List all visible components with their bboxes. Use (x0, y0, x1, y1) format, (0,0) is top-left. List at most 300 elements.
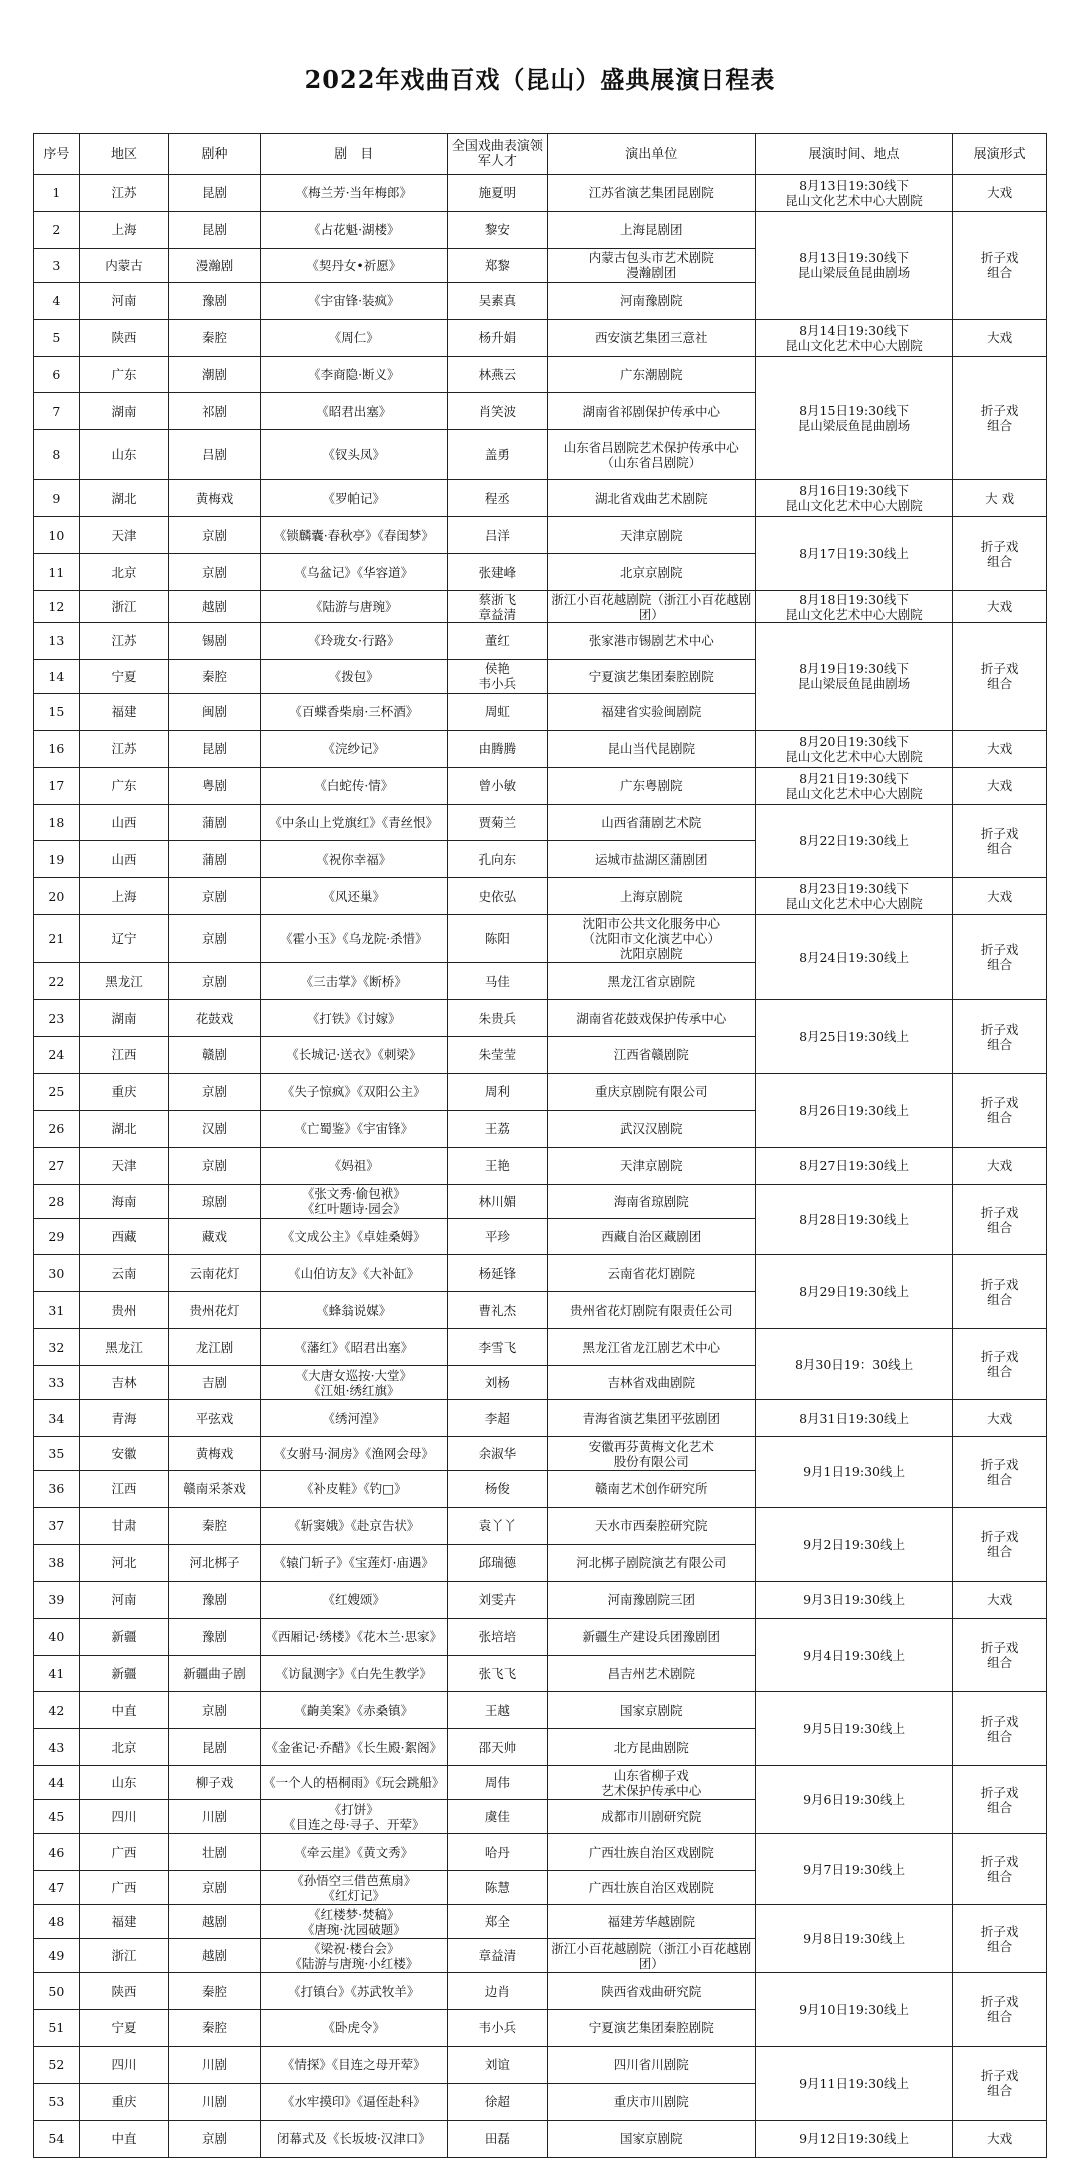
cell-no: 35 (34, 1437, 80, 1471)
cell-genre: 京剧 (169, 963, 261, 1000)
header-time-venue: 展演时间、地点 (755, 134, 953, 175)
cell-no: 48 (34, 1905, 80, 1939)
cell-talent: 董红 (447, 623, 547, 660)
cell-talent: 由腾腾 (447, 730, 547, 767)
cell-play: 《女驸马·洞房》《渔网会母》 (260, 1437, 447, 1471)
cell-time-venue: 8月13日19:30线下 昆山梁辰鱼昆曲剧场 (755, 211, 953, 319)
cell-genre: 川剧 (169, 2083, 261, 2120)
cell-form: 折子戏 组合 (953, 1973, 1047, 2047)
cell-genre: 汉剧 (169, 1110, 261, 1147)
table-row (34, 804, 1047, 841)
cell-genre: 豫剧 (169, 1581, 261, 1618)
cell-genre: 花鼓戏 (169, 1000, 261, 1037)
cell-genre: 秦腔 (169, 319, 261, 356)
cell-genre: 琼剧 (169, 1184, 261, 1218)
cell-play: 《乌盆记》《华容道》 (260, 554, 447, 591)
cell-form: 大戏 (953, 1400, 1047, 1437)
cell-time-venue: 8月16日19:30线下 昆山文化艺术中心大剧院 (755, 480, 953, 517)
cell-no: 27 (34, 1147, 80, 1184)
cell-talent: 程丞 (447, 480, 547, 517)
cell-form: 折子戏 组合 (953, 1766, 1047, 1834)
header-talent: 全国戏曲表演领军人才 (447, 134, 547, 175)
cell-genre: 秦腔 (169, 2009, 261, 2046)
cell-play: 《百蝶香柴扇·三杯酒》 (260, 693, 447, 730)
cell-time-venue: 8月27日19:30线上 (755, 1147, 953, 1184)
cell-troupe: 上海京剧院 (547, 878, 755, 915)
cell-play: 《玲珑女·行路》 (260, 623, 447, 660)
cell-region: 甘肃 (79, 1507, 168, 1544)
cell-talent: 韦小兵 (447, 2009, 547, 2046)
cell-talent: 孔向东 (447, 841, 547, 878)
cell-no: 41 (34, 1655, 80, 1692)
cell-play: 《占花魁·湖楼》 (260, 211, 447, 248)
cell-region: 浙江 (79, 1939, 168, 1973)
cell-talent: 张培培 (447, 1618, 547, 1655)
cell-play: 《周仁》 (260, 319, 447, 356)
cell-time-venue: 9月7日19:30线上 (755, 1834, 953, 1905)
cell-no: 17 (34, 767, 80, 804)
cell-form: 折子戏 组合 (953, 1905, 1047, 1973)
cell-no: 33 (34, 1366, 80, 1400)
cell-time-venue: 9月6日19:30线上 (755, 1766, 953, 1834)
cell-form: 折子戏 组合 (953, 1329, 1047, 1400)
cell-genre: 蒲剧 (169, 841, 261, 878)
cell-genre: 吉剧 (169, 1366, 261, 1400)
cell-talent: 张飞飞 (447, 1655, 547, 1692)
cell-play: 《补皮鞋》《钓□》 (260, 1471, 447, 1508)
cell-talent: 杨升娟 (447, 319, 547, 356)
cell-no: 39 (34, 1581, 80, 1618)
cell-play: 《风还巢》 (260, 878, 447, 915)
cell-troupe: 国家京剧院 (547, 1692, 755, 1729)
cell-genre: 京剧 (169, 1147, 261, 1184)
cell-form: 折子戏 组合 (953, 915, 1047, 1000)
cell-region: 上海 (79, 878, 168, 915)
cell-no: 32 (34, 1329, 80, 1366)
cell-region: 四川 (79, 2046, 168, 2083)
cell-no: 25 (34, 1073, 80, 1110)
cell-no: 10 (34, 517, 80, 554)
cell-form: 大戏 (953, 767, 1047, 804)
cell-no: 16 (34, 730, 80, 767)
cell-talent: 曾小敏 (447, 767, 547, 804)
cell-troupe: 福建芳华越剧院 (547, 1905, 755, 1939)
header-genre: 剧种 (169, 134, 261, 175)
header-form: 展演形式 (953, 134, 1047, 175)
cell-play: 《情探》《目连之母开荤》 (260, 2046, 447, 2083)
cell-genre: 昆剧 (169, 730, 261, 767)
table-row (34, 915, 1047, 963)
table-row (34, 1184, 1047, 1218)
cell-region: 上海 (79, 211, 168, 248)
header-no: 序号 (34, 134, 80, 175)
cell-no: 47 (34, 1871, 80, 1905)
cell-play: 《钗头凤》 (260, 430, 447, 480)
cell-troupe: 湖南省花鼓戏保护传承中心 (547, 1000, 755, 1037)
cell-no: 22 (34, 963, 80, 1000)
cell-no: 7 (34, 393, 80, 430)
cell-time-venue: 8月30日19：30线上 (755, 1329, 953, 1400)
cell-troupe: 山东省吕剧院艺术保护传承中心 （山东省吕剧院） (547, 430, 755, 480)
cell-play: 《陆游与唐琬》 (260, 591, 447, 623)
cell-play: 《打铁》《讨嫁》 (260, 1000, 447, 1037)
cell-region: 天津 (79, 1147, 168, 1184)
cell-no: 6 (34, 356, 80, 393)
cell-play: 《蜂翁说媒》 (260, 1292, 447, 1329)
table-row (34, 623, 1047, 660)
table-row (34, 319, 1047, 356)
cell-troupe: 四川省川剧院 (547, 2046, 755, 2083)
cell-troupe: 广西壮族自治区戏剧院 (547, 1871, 755, 1905)
cell-troupe: 西藏自治区藏剧团 (547, 1218, 755, 1255)
cell-troupe: 天水市西秦腔研究院 (547, 1507, 755, 1544)
cell-talent: 朱贵兵 (447, 1000, 547, 1037)
cell-play: 《红楼梦·焚稿》 《唐琬·沈园破题》 (260, 1905, 447, 1939)
cell-time-venue: 8月31日19:30线上 (755, 1400, 953, 1437)
cell-no: 19 (34, 841, 80, 878)
cell-play: 《长城记·送衣》《刺梁》 (260, 1037, 447, 1074)
cell-genre: 贵州花灯 (169, 1292, 261, 1329)
cell-no: 15 (34, 693, 80, 730)
cell-genre: 秦腔 (169, 659, 261, 693)
cell-region: 山西 (79, 841, 168, 878)
cell-talent: 肖笑波 (447, 393, 547, 430)
page-title: 2022年戏曲百戏（昆山）盛典展演日程表 (304, 65, 776, 94)
cell-no: 24 (34, 1037, 80, 1074)
cell-troupe: 河南豫剧院 (547, 282, 755, 319)
cell-play: 《藩红》《昭君出塞》 (260, 1329, 447, 1366)
cell-play: 《中条山上党旗红》《青丝恨》 (260, 804, 447, 841)
cell-play: 《梅兰芳·当年梅郎》 (260, 175, 447, 212)
cell-no: 44 (34, 1766, 80, 1800)
cell-play: 《西厢记·绣楼》《花木兰·思家》 (260, 1618, 447, 1655)
cell-talent: 徐超 (447, 2083, 547, 2120)
cell-play: 《三击掌》《断桥》 (260, 963, 447, 1000)
cell-region: 中直 (79, 2120, 168, 2157)
cell-talent: 虞佳 (447, 1800, 547, 1834)
cell-form: 折子戏 组合 (953, 1507, 1047, 1581)
cell-genre: 京剧 (169, 1692, 261, 1729)
cell-region: 江苏 (79, 175, 168, 212)
cell-troupe: 云南省花灯剧院 (547, 1255, 755, 1292)
cell-troupe: 宁夏演艺集团秦腔剧院 (547, 659, 755, 693)
cell-no: 37 (34, 1507, 80, 1544)
cell-talent: 周伟 (447, 1766, 547, 1800)
cell-troupe: 新疆生产建设兵团豫剧团 (547, 1618, 755, 1655)
cell-play: 《斩窦娥》《赴京告状》 (260, 1507, 447, 1544)
cell-troupe: 贵州省花灯剧院有限责任公司 (547, 1292, 755, 1329)
cell-play: 《祝你幸福》 (260, 841, 447, 878)
cell-genre: 黄梅戏 (169, 480, 261, 517)
cell-troupe: 黑龙江省京剧院 (547, 963, 755, 1000)
cell-genre: 藏戏 (169, 1218, 261, 1255)
cell-talent: 王越 (447, 1692, 547, 1729)
cell-no: 50 (34, 1973, 80, 2010)
cell-troupe: 昆山当代昆剧院 (547, 730, 755, 767)
table-row (34, 1147, 1047, 1184)
cell-troupe: 河北梆子剧院演艺有限公司 (547, 1544, 755, 1581)
cell-genre: 吕剧 (169, 430, 261, 480)
cell-genre: 昆剧 (169, 211, 261, 248)
cell-troupe: 宁夏演艺集团秦腔剧院 (547, 2009, 755, 2046)
cell-no: 14 (34, 659, 80, 693)
cell-form: 折子戏 组合 (953, 1437, 1047, 1508)
cell-play: 《辕门斩子》《宝莲灯·庙遇》 (260, 1544, 447, 1581)
cell-troupe: 北京京剧院 (547, 554, 755, 591)
cell-no: 4 (34, 282, 80, 319)
cell-region: 河北 (79, 1544, 168, 1581)
cell-troupe: 黑龙江省龙江剧艺术中心 (547, 1329, 755, 1366)
cell-no: 12 (34, 591, 80, 623)
cell-play: 《浣纱记》 (260, 730, 447, 767)
cell-genre: 京剧 (169, 878, 261, 915)
cell-play: 《打镇台》《苏武牧羊》 (260, 1973, 447, 2010)
table-row (34, 1973, 1047, 2010)
cell-talent: 余淑华 (447, 1437, 547, 1471)
cell-troupe: 福建省实验闽剧院 (547, 693, 755, 730)
cell-no: 38 (34, 1544, 80, 1581)
cell-play: 《卧虎令》 (260, 2009, 447, 2046)
cell-play: 《锁麟囊·春秋亭》《春闺梦》 (260, 517, 447, 554)
cell-no: 43 (34, 1729, 80, 1766)
cell-form: 大戏 (953, 1581, 1047, 1618)
cell-form: 大戏 (953, 591, 1047, 623)
table-row (34, 730, 1047, 767)
cell-troupe: 湖北省戏曲艺术剧院 (547, 480, 755, 517)
cell-no: 31 (34, 1292, 80, 1329)
cell-troupe: 湖南省祁剧保护传承中心 (547, 393, 755, 430)
cell-time-venue: 8月17日19:30线上 (755, 517, 953, 591)
cell-genre: 京剧 (169, 554, 261, 591)
cell-no: 36 (34, 1471, 80, 1508)
cell-troupe: 北方昆曲剧院 (547, 1729, 755, 1766)
cell-play: 《山伯访友》《大补缸》 (260, 1255, 447, 1292)
cell-region: 江苏 (79, 623, 168, 660)
cell-genre: 京剧 (169, 2120, 261, 2157)
cell-no: 1 (34, 175, 80, 212)
cell-time-venue: 9月3日19:30线上 (755, 1581, 953, 1618)
table-row (34, 480, 1047, 517)
cell-play: 《拨包》 (260, 659, 447, 693)
cell-time-venue: 8月14日19:30线下 昆山文化艺术中心大剧院 (755, 319, 953, 356)
table-row (34, 2046, 1047, 2083)
cell-play: 《红嫂颂》 (260, 1581, 447, 1618)
cell-genre: 京剧 (169, 1073, 261, 1110)
cell-talent: 朱莹莹 (447, 1037, 547, 1074)
cell-genre: 越剧 (169, 591, 261, 623)
cell-play: 《孙悟空三借芭蕉扇》 《红灯记》 (260, 1871, 447, 1905)
table-row (34, 878, 1047, 915)
cell-troupe: 内蒙古包头市艺术剧院 漫瀚剧团 (547, 248, 755, 282)
cell-play: 《契丹女•祈愿》 (260, 248, 447, 282)
cell-troupe: 江苏省演艺集团昆剧院 (547, 175, 755, 212)
cell-talent: 边肖 (447, 1973, 547, 2010)
cell-form: 折子戏 组合 (953, 517, 1047, 591)
cell-talent: 林燕云 (447, 356, 547, 393)
cell-play: 《文成公主》《卓娃桑姆》 (260, 1218, 447, 1255)
cell-genre: 豫剧 (169, 1618, 261, 1655)
cell-play: 《梁祝·楼台会》 《陆游与唐琬·小红楼》 (260, 1939, 447, 1973)
cell-troupe: 山东省柳子戏 艺术保护传承中心 (547, 1766, 755, 1800)
cell-genre: 柳子戏 (169, 1766, 261, 1800)
cell-genre: 漫瀚剧 (169, 248, 261, 282)
cell-play: 《霍小玉》《乌龙院·杀惜》 (260, 915, 447, 963)
table-row (34, 1834, 1047, 1871)
cell-no: 46 (34, 1834, 80, 1871)
cell-time-venue: 9月8日19:30线上 (755, 1905, 953, 1973)
table-row (34, 767, 1047, 804)
cell-region: 广西 (79, 1871, 168, 1905)
cell-troupe: 天津京剧院 (547, 517, 755, 554)
table-row (34, 1073, 1047, 1110)
table-body (34, 175, 1047, 2158)
cell-region: 安徽 (79, 1437, 168, 1471)
cell-talent: 刘杨 (447, 1366, 547, 1400)
cell-talent: 平珍 (447, 1218, 547, 1255)
cell-region: 广东 (79, 767, 168, 804)
cell-talent: 施夏明 (447, 175, 547, 212)
cell-play: 闭幕式及《长坂坡·汉津口》 (260, 2120, 447, 2157)
cell-play: 《昭君出塞》 (260, 393, 447, 430)
cell-talent: 史依弘 (447, 878, 547, 915)
cell-play: 《亡蜀鉴》《宇宙锋》 (260, 1110, 447, 1147)
cell-talent: 邵天帅 (447, 1729, 547, 1766)
table-row (34, 1581, 1047, 1618)
cell-no: 21 (34, 915, 80, 963)
cell-no: 54 (34, 2120, 80, 2157)
cell-form: 大戏 (953, 319, 1047, 356)
cell-troupe: 天津京剧院 (547, 1147, 755, 1184)
cell-form: 大戏 (953, 175, 1047, 212)
cell-talent: 蔡浙飞 章益清 (447, 591, 547, 623)
cell-troupe: 张家港市锡剧艺术中心 (547, 623, 755, 660)
cell-troupe: 陕西省戏曲研究院 (547, 1973, 755, 2010)
cell-region: 宁夏 (79, 659, 168, 693)
cell-region: 宁夏 (79, 2009, 168, 2046)
cell-troupe: 广东潮剧院 (547, 356, 755, 393)
cell-time-venue: 8月25日19:30线上 (755, 1000, 953, 1074)
cell-talent: 陈阳 (447, 915, 547, 963)
cell-region: 北京 (79, 1729, 168, 1766)
cell-no: 28 (34, 1184, 80, 1218)
table-row (34, 1329, 1047, 1366)
table-row (34, 1692, 1047, 1729)
cell-time-venue: 9月1日19:30线上 (755, 1437, 953, 1508)
cell-troupe: 昌吉州艺术剧院 (547, 1655, 755, 1692)
cell-region: 福建 (79, 1905, 168, 1939)
cell-form: 折子戏 组合 (953, 1618, 1047, 1692)
cell-troupe: 成都市川剧研究院 (547, 1800, 755, 1834)
cell-talent: 李雪飞 (447, 1329, 547, 1366)
cell-form: 折子戏 组合 (953, 2046, 1047, 2120)
cell-talent: 田磊 (447, 2120, 547, 2157)
cell-talent: 杨俊 (447, 1471, 547, 1508)
table-row (34, 591, 1047, 623)
cell-play: 《访鼠测字》《白先生教学》 (260, 1655, 447, 1692)
cell-region: 广西 (79, 1834, 168, 1871)
cell-talent: 黎安 (447, 211, 547, 248)
cell-talent: 章益清 (447, 1939, 547, 1973)
cell-no: 5 (34, 319, 80, 356)
cell-time-venue: 8月20日19:30线下 昆山文化艺术中心大剧院 (755, 730, 953, 767)
cell-region: 陕西 (79, 1973, 168, 2010)
cell-no: 8 (34, 430, 80, 480)
schedule-table (33, 133, 1047, 2158)
cell-genre: 龙江剧 (169, 1329, 261, 1366)
cell-talent: 马佳 (447, 963, 547, 1000)
cell-genre: 赣南采茶戏 (169, 1471, 261, 1508)
cell-time-venue: 8月19日19:30线下 昆山梁辰鱼昆曲剧场 (755, 623, 953, 731)
cell-no: 49 (34, 1939, 80, 1973)
cell-region: 浙江 (79, 591, 168, 623)
cell-form: 大戏 (953, 878, 1047, 915)
cell-region: 湖南 (79, 1000, 168, 1037)
cell-troupe: 浙江小百花越剧院（浙江小百花越剧团） (547, 591, 755, 623)
cell-genre: 新疆曲子剧 (169, 1655, 261, 1692)
cell-talent: 刘谊 (447, 2046, 547, 2083)
cell-no: 34 (34, 1400, 80, 1437)
table-row (34, 1437, 1047, 1471)
header-troupe: 演出单位 (547, 134, 755, 175)
cell-troupe: 武汉汉剧院 (547, 1110, 755, 1147)
cell-troupe: 海南省琼剧院 (547, 1184, 755, 1218)
table-row (34, 175, 1047, 212)
cell-time-venue: 8月29日19:30线上 (755, 1255, 953, 1329)
cell-play: 《李商隐·断义》 (260, 356, 447, 393)
cell-time-venue: 8月22日19:30线上 (755, 804, 953, 878)
cell-no: 30 (34, 1255, 80, 1292)
cell-form: 折子戏 组合 (953, 804, 1047, 878)
cell-form: 折子戏 组合 (953, 1184, 1047, 1255)
cell-no: 11 (34, 554, 80, 591)
header-play: 剧 目 (260, 134, 447, 175)
cell-talent: 袁丫丫 (447, 1507, 547, 1544)
cell-region: 广东 (79, 356, 168, 393)
cell-talent: 曹礼杰 (447, 1292, 547, 1329)
cell-region: 海南 (79, 1184, 168, 1218)
cell-form: 折子戏 组合 (953, 1255, 1047, 1329)
cell-time-venue: 8月28日19:30线上 (755, 1184, 953, 1255)
cell-region: 湖南 (79, 393, 168, 430)
cell-region: 云南 (79, 1255, 168, 1292)
table-row (34, 1255, 1047, 1292)
cell-region: 陕西 (79, 319, 168, 356)
cell-troupe: 广东粤剧院 (547, 767, 755, 804)
cell-region: 辽宁 (79, 915, 168, 963)
cell-region: 中直 (79, 1692, 168, 1729)
cell-time-venue: 8月18日19:30线下 昆山文化艺术中心大剧院 (755, 591, 953, 623)
table-header-row (34, 134, 1047, 175)
cell-play: 《失子惊疯》《双阳公主》 (260, 1073, 447, 1110)
cell-no: 23 (34, 1000, 80, 1037)
cell-talent: 郑黎 (447, 248, 547, 282)
cell-troupe: 国家京剧院 (547, 2120, 755, 2157)
cell-region: 四川 (79, 1800, 168, 1834)
cell-region: 福建 (79, 693, 168, 730)
cell-genre: 京剧 (169, 1871, 261, 1905)
cell-region: 湖北 (79, 480, 168, 517)
cell-no: 53 (34, 2083, 80, 2120)
cell-genre: 黄梅戏 (169, 1437, 261, 1471)
cell-talent: 吕洋 (447, 517, 547, 554)
cell-talent: 林川媚 (447, 1184, 547, 1218)
cell-form: 折子戏 组合 (953, 1000, 1047, 1074)
table-row (34, 1000, 1047, 1037)
cell-region: 青海 (79, 1400, 168, 1437)
cell-troupe: 河南豫剧院三团 (547, 1581, 755, 1618)
cell-talent: 刘雯卉 (447, 1581, 547, 1618)
header-region: 地区 (79, 134, 168, 175)
